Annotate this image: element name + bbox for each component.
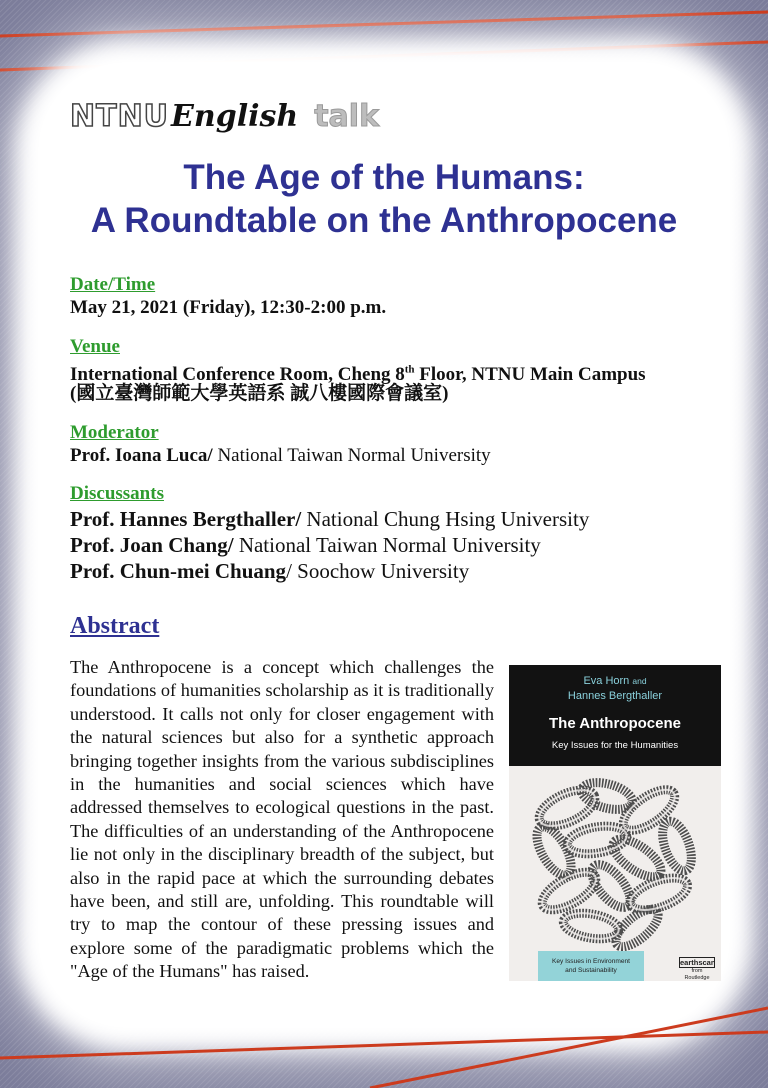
book-authors xyxy=(509,674,721,704)
moderator-name: Prof. Ioana Luca/ xyxy=(70,445,213,466)
discussants-label: Discussants xyxy=(70,483,164,504)
abstract-text: The Anthropocene is a concept which challenges the foundations of humanities scholarship as it is traditionally understood. It calls not only for closer engagement with the natural sciences but also for a synthetic approach bringing together insights from the various subdisciplines in the humanities and social sciences which have addressed themselves to ecological questions in the past. The difficulties of an understanding of the Anthropocene lie not only in the disciplinary breadth of the subject, but also in the rapid pace at which the surrounding debates have been, and still are, unfolding. This roundtable will try to map the contour of these pressing issues and explore some of the paradigmatic problems which the "Age of the Humans" has raised. xyxy=(70,657,494,982)
discussant-name: Prof. Joan Chang/ xyxy=(70,533,234,557)
book-cover xyxy=(509,665,721,981)
logo-talk: talk xyxy=(314,99,380,134)
discussant-line xyxy=(70,559,469,584)
book-series-line-2: and Sustainability xyxy=(565,967,617,974)
venue-room: International Conference Room, Cheng 8 xyxy=(70,364,405,386)
discussant-affiliation: National Chung Hsing University xyxy=(301,507,590,531)
venue-campus: Floor, NTNU Main Campus xyxy=(414,364,646,386)
moderator-line xyxy=(70,445,491,467)
datetime-value xyxy=(70,297,386,319)
moderator-label: Moderator xyxy=(70,422,159,443)
venue-label: Venue xyxy=(70,336,120,357)
chain-illustration xyxy=(509,766,721,951)
book-author-2: Hannes Bergthaller xyxy=(567,690,663,702)
logo-english: English xyxy=(171,99,299,134)
accent-line xyxy=(0,1032,768,1058)
logo-ntnu: NTNU xyxy=(70,99,170,134)
book-author-1: Eva Horn xyxy=(583,675,630,687)
publisher-imprint: from Routledge xyxy=(684,968,710,981)
book-author-conjunction: and xyxy=(632,676,647,686)
discussant-line xyxy=(70,507,589,532)
book-series-line-1: Key Issues in Environment xyxy=(551,958,631,965)
venue-line-2 xyxy=(70,383,448,405)
discussant-affiliation: / Soochow University xyxy=(286,559,470,583)
moderator-affiliation: National Taiwan Normal University xyxy=(212,445,491,466)
event-title-line-1: The Age of the Humans: xyxy=(183,158,585,197)
discussant-affiliation: National Taiwan Normal University xyxy=(233,533,541,557)
venue-ordinal: th xyxy=(404,364,415,376)
datetime-text: May 21, 2021 (Friday), 12:30-2:00 p.m. xyxy=(70,297,387,318)
discussant-line xyxy=(70,533,541,558)
publisher-name: earthscan xyxy=(680,958,716,967)
book-series-label xyxy=(538,951,644,981)
event-title-line-2: A Roundtable on the Anthropocene xyxy=(90,201,678,240)
accent-line xyxy=(0,12,768,36)
discussant-name: Prof. Hannes Bergthaller/ xyxy=(70,507,302,531)
datetime-label: Date/Time xyxy=(70,274,156,295)
discussant-name: Prof. Chun-mei Chuang xyxy=(70,559,287,583)
book-publisher-logo xyxy=(679,957,715,981)
book-title: The Anthropocene xyxy=(549,715,681,732)
book-subtitle: Key Issues for the Humanities xyxy=(551,740,679,751)
venue-chinese: (國立臺灣師範大學英語系 誠八樓國際會議室) xyxy=(70,383,449,404)
ntnu-english-talk-logo xyxy=(70,96,379,132)
abstract-label: Abstract xyxy=(70,613,160,639)
